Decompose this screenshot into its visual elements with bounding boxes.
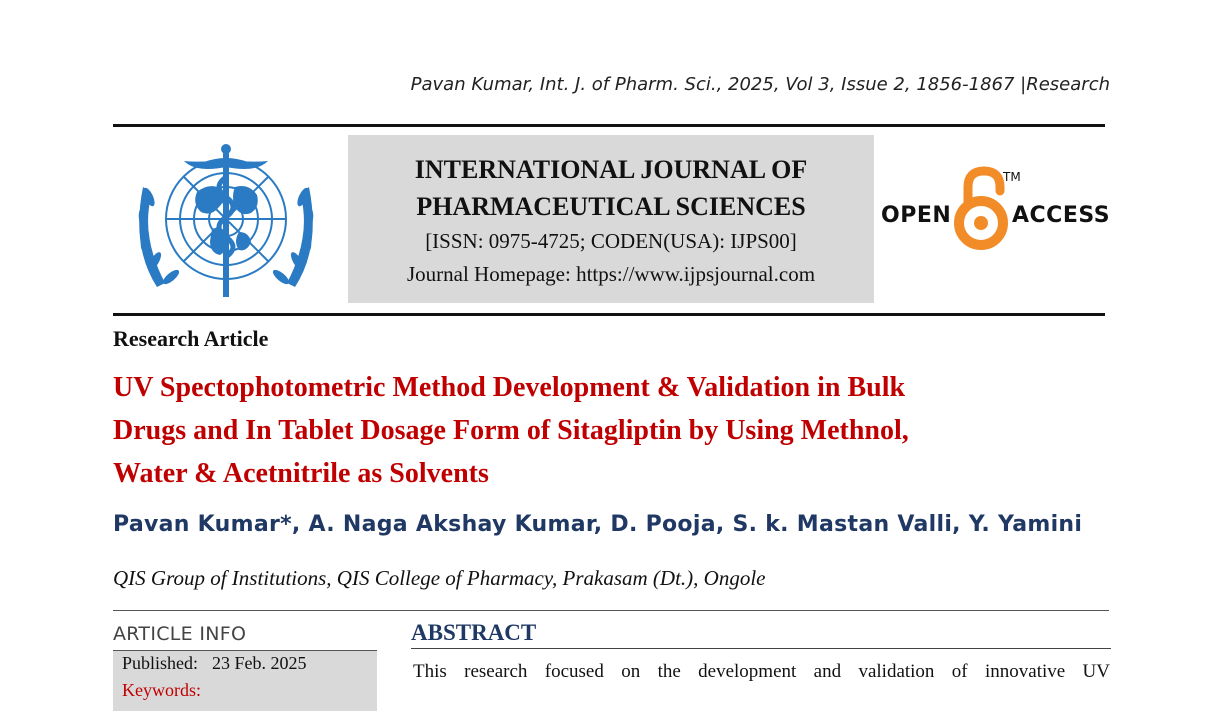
published-date	[122, 653, 307, 674]
author-list: Pavan Kumar*, A. Naga Akshay Kumar, D. Pooja, S. k. Mastan Valli, Y. Yamini	[113, 512, 1083, 537]
article-title	[113, 366, 1073, 495]
journal-emblem-logo	[127, 137, 325, 307]
affiliation: QIS Group of Institutions, QIS College of Pharmacy, Prakasam (Dt.), Ongole	[113, 566, 766, 590]
header-bottom-rule	[113, 313, 1105, 316]
abstract-text: This research focused on the development and validation of innovative UV	[413, 661, 1110, 682]
article-title-line: UV Spectophotometric Method Development & Validation in Bulk	[113, 372, 906, 403]
journal-name-line1: INTERNATIONAL JOURNAL OF	[414, 155, 808, 184]
abstract-divider	[411, 648, 1111, 649]
published-value: 23 Feb. 2025	[212, 653, 307, 673]
journal-homepage: Journal Homepage: https://www.ijpsjournal.com	[406, 262, 816, 286]
journal-name	[348, 151, 874, 225]
published-label: Published:	[122, 653, 199, 673]
abstract-heading: ABSTRACT	[411, 620, 537, 645]
open-access-trademark: TM	[1003, 170, 1021, 184]
running-header: Pavan Kumar, Int. J. of Pharm. Sci., 2025, Vol 3, Issue 2, 1856-1867 |Research	[410, 74, 1110, 95]
article-type: Research Article	[113, 326, 269, 351]
journal-issn: [ISSN: 0975-4725; CODEN(USA): IJPS00]	[425, 229, 797, 253]
journal-banner	[348, 135, 874, 303]
journal-name-line2: PHARMACEUTICAL SCIENCES	[416, 192, 806, 221]
open-access-open-text: OPEN	[881, 203, 952, 228]
header-top-rule	[113, 124, 1105, 127]
open-access-lock-icon	[952, 165, 1010, 251]
article-info-heading: ARTICLE INFO	[113, 623, 247, 645]
article-title-line: Drugs and In Tablet Dosage Form of Sitagliptin by Using Methnol,	[113, 415, 909, 446]
open-access-access-text: ACCESS	[1012, 203, 1111, 228]
article-title-line: Water & Acetnitrile as Solvents	[113, 458, 489, 489]
keywords-label: Keywords:	[122, 680, 201, 700]
affiliation-divider	[113, 610, 1109, 611]
